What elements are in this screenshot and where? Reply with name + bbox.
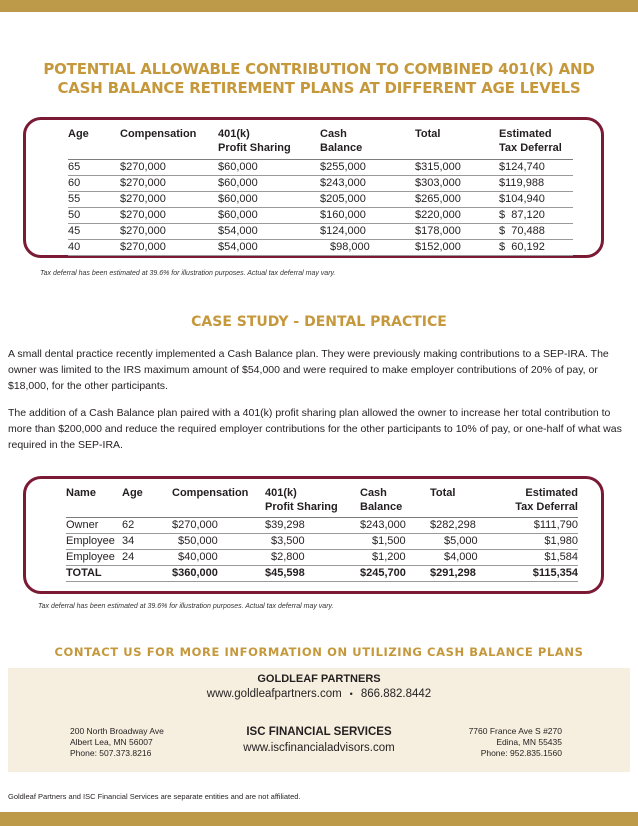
age-table-header-row	[68, 126, 573, 160]
total-row	[66, 566, 578, 582]
cell-compensation: $270,000	[120, 240, 218, 256]
page-title	[0, 60, 638, 98]
cell-tax-deferral: $104,940	[499, 192, 573, 208]
isc-address	[448, 726, 562, 759]
isc-financial-name: ISC FINANCIAL SERVICES	[246, 726, 392, 738]
cell-age: 60	[68, 176, 120, 192]
cell-401k: $60,000	[218, 160, 320, 176]
header-tax-deferral: Estimated Tax Deferral	[499, 126, 573, 160]
cell-age: 24	[122, 550, 172, 566]
cell-cash-balance: $205,000	[320, 192, 415, 208]
cell-compensation: $270,000	[172, 518, 265, 534]
table-row	[68, 224, 573, 240]
cell-401k: $60,000	[218, 192, 320, 208]
table-row	[66, 534, 578, 550]
goldleaf-phone[interactable]: 866.882.8442	[360, 688, 432, 700]
table-row	[68, 192, 573, 208]
header-tax-deferral: Estimated Tax Deferral	[510, 485, 578, 518]
cell-name: TOTAL	[66, 566, 122, 582]
header-401k: 401(k) Profit Sharing	[218, 126, 320, 160]
address-line: Albert Lea, MN 56007	[70, 737, 153, 747]
cell-tax-deferral: $1,980	[510, 534, 578, 550]
header-total: Total	[430, 485, 510, 518]
cell-401k: $3,500	[265, 534, 360, 550]
table-row	[68, 208, 573, 224]
cell-age: 62	[122, 518, 172, 534]
header-age: Age	[68, 126, 120, 160]
top-gold-bar	[0, 0, 638, 12]
cell-cash-balance: $160,000	[320, 208, 415, 224]
cell-age: 65	[68, 160, 120, 176]
case-study-title: CASE STUDY - DENTAL PRACTICE	[191, 314, 447, 330]
age-level-table-box	[23, 117, 604, 258]
cell-name: Employee	[66, 534, 122, 550]
dental-practice-table	[66, 485, 578, 582]
cell-compensation: $270,000	[120, 208, 218, 224]
age-level-table	[68, 126, 573, 256]
cell-total: $220,000	[415, 208, 499, 224]
page-title-line-1: POTENTIAL ALLOWABLE CONTRIBUTION TO COMBINED 401(K) AND	[43, 60, 595, 78]
address-phone: Phone: 952.835.1560	[480, 748, 562, 758]
cell-cash-balance: $124,000	[320, 224, 415, 240]
cell-401k: $54,000	[218, 240, 320, 256]
table-row	[68, 160, 573, 176]
cell-total: $282,298	[430, 518, 510, 534]
cell-age: 55	[68, 192, 120, 208]
cell-compensation: $270,000	[120, 160, 218, 176]
address-phone: Phone: 507.373.8216	[70, 748, 152, 758]
table-row	[68, 176, 573, 192]
cell-age	[122, 566, 172, 582]
header-cash-balance: Cash Balance	[360, 485, 430, 518]
cell-cash-balance: $245,700	[360, 566, 430, 582]
header-compensation: Compensation	[172, 485, 265, 518]
cell-401k: $45,598	[265, 566, 360, 582]
cell-401k: $60,000	[218, 176, 320, 192]
cell-cash-balance: $1,200	[360, 550, 430, 566]
address-line: 7760 France Ave S #270	[468, 726, 562, 736]
cell-tax-deferral: $124,740	[499, 160, 573, 176]
cell-total: $152,000	[415, 240, 499, 256]
separator-dot: •	[349, 689, 353, 699]
cell-tax-deferral: $115,354	[510, 566, 578, 582]
cell-compensation: $270,000	[120, 192, 218, 208]
cell-compensation: $50,000	[172, 534, 265, 550]
cell-compensation: $270,000	[120, 224, 218, 240]
cell-401k: $39,298	[265, 518, 360, 534]
cell-tax-deferral: $ 70,488	[499, 224, 573, 240]
cell-age: 40	[68, 240, 120, 256]
cell-cash-balance: $1,500	[360, 534, 430, 550]
address-line: 200 North Broadway Ave	[70, 726, 164, 736]
cell-total: $315,000	[415, 160, 499, 176]
cell-cash-balance: $243,000	[360, 518, 430, 534]
cell-total: $291,298	[430, 566, 510, 582]
dental-table-box	[23, 476, 604, 594]
bottom-gold-bar	[0, 812, 638, 826]
header-401k: 401(k) Profit Sharing	[265, 485, 360, 518]
cell-age: 50	[68, 208, 120, 224]
dental-table-footnote: Tax deferral has been estimated at 39.6% for illustration purposes. Actual tax deferral may vary.	[38, 603, 334, 610]
cell-cash-balance: $243,000	[320, 176, 415, 192]
header-cash-balance: Cash Balance	[320, 126, 415, 160]
contact-band	[8, 668, 630, 772]
cell-total: $265,000	[415, 192, 499, 208]
cell-cash-balance: $255,000	[320, 160, 415, 176]
table-row	[66, 550, 578, 566]
page-title-line-2: CASH BALANCE RETIREMENT PLANS AT DIFFERENT AGE LEVELS	[57, 79, 581, 97]
header-age: Age	[122, 485, 172, 518]
address-line: Edina, MN 55435	[496, 737, 562, 747]
cell-name: Owner	[66, 518, 122, 534]
goldleaf-contact-line	[8, 688, 630, 700]
cell-tax-deferral: $111,790	[510, 518, 578, 534]
cell-tax-deferral: $1,584	[510, 550, 578, 566]
cell-compensation: $40,000	[172, 550, 265, 566]
cell-age: 34	[122, 534, 172, 550]
header-name: Name	[66, 485, 122, 518]
cell-401k: $60,000	[218, 208, 320, 224]
goldleaf-website-link[interactable]: www.goldleafpartners.com	[206, 688, 342, 700]
goldleaf-partners-name: GOLDLEAF PARTNERS	[257, 673, 381, 685]
case-study-paragraph-1: A small dental practice recently implemented a Cash Balance plan. They were previously making contributions to a SEP-IRA. The owner was limited to the IRS maximum amount of $54,000 and were required to make employer contributions of 20% of pay, or $18,000, for the other participants.	[8, 348, 609, 392]
table-row	[66, 518, 578, 534]
cell-compensation: $270,000	[120, 176, 218, 192]
header-compensation: Compensation	[120, 126, 218, 160]
cell-cash-balance: $98,000	[320, 240, 415, 256]
dental-table-header-row	[66, 485, 578, 518]
cell-tax-deferral: $ 60,192	[499, 240, 573, 256]
disclaimer: Goldleaf Partners and ISC Financial Services are separate entities and are not affiliated.	[8, 792, 301, 801]
cell-name: Employee	[66, 550, 122, 566]
cell-401k: $2,800	[265, 550, 360, 566]
cell-401k: $54,000	[218, 224, 320, 240]
table-row	[68, 240, 573, 256]
cell-total: $4,000	[430, 550, 510, 566]
contact-title: CONTACT US FOR MORE INFORMATION ON UTILIZING CASH BALANCE PLANS	[54, 645, 584, 659]
cell-total: $303,000	[415, 176, 499, 192]
header-total: Total	[415, 126, 499, 160]
cell-age: 45	[68, 224, 120, 240]
cell-total: $5,000	[430, 534, 510, 550]
cell-compensation: $360,000	[172, 566, 265, 582]
cell-tax-deferral: $119,988	[499, 176, 573, 192]
cell-total: $178,000	[415, 224, 499, 240]
isc-website-link[interactable]: www.iscfinancialadvisors.com	[243, 742, 395, 754]
cell-tax-deferral: $ 87,120	[499, 208, 573, 224]
case-study-paragraph-2: The addition of a Cash Balance plan paired with a 401(k) profit sharing plan allowed the owner to increase her total contribution to more than $200,000 and reduce the required employer contributions for the other participants to 10% of pay, or one-half of what was required in the SEP-IRA.	[8, 407, 622, 451]
age-table-footnote: Tax deferral has been estimated at 39.6% for illustration purposes. Actual tax deferral may vary.	[40, 270, 336, 277]
